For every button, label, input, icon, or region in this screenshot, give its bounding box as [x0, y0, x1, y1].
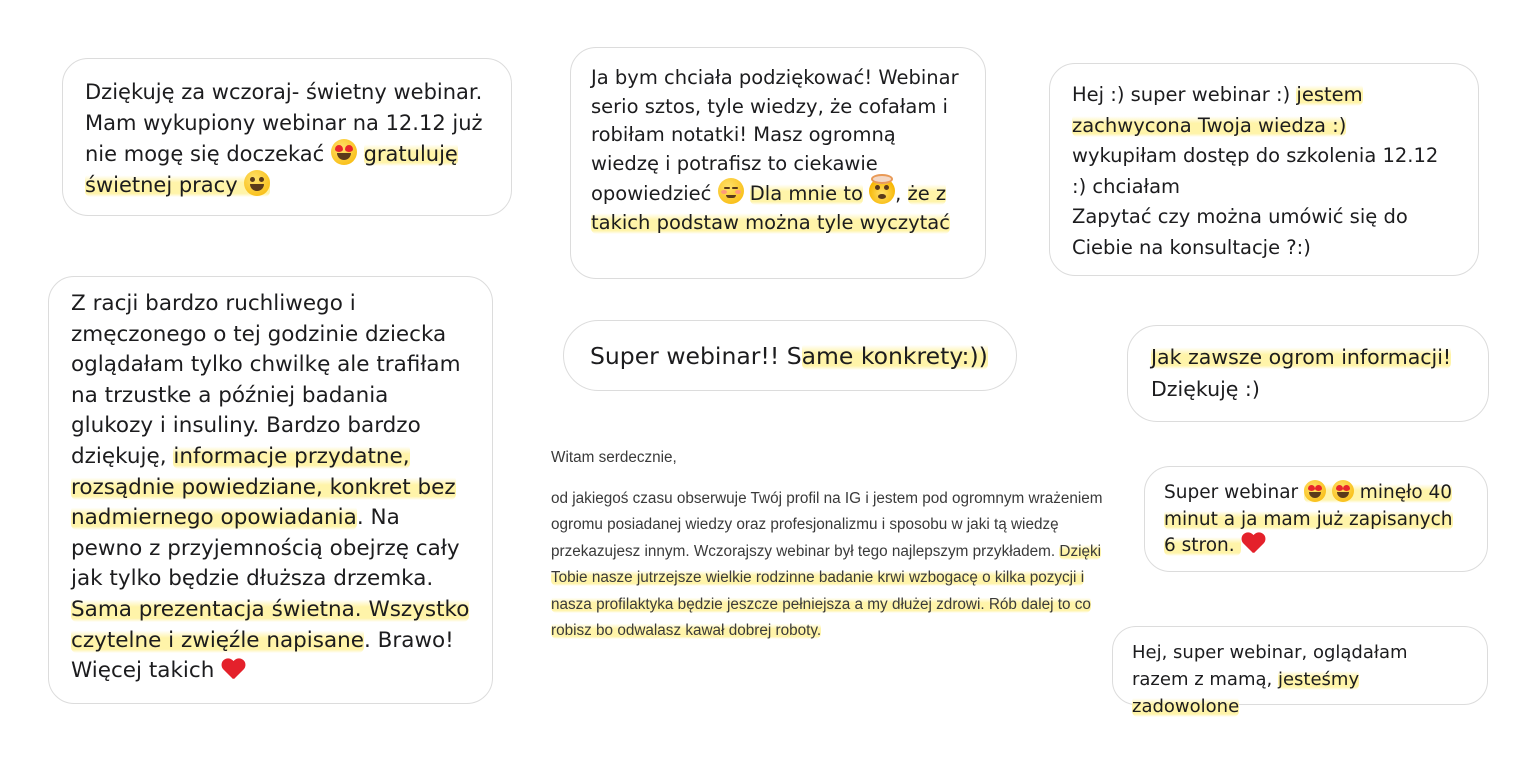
testimonial-text-part: Dziękuję :) [1151, 377, 1260, 401]
testimonial-text-part: . Brawo! Więcej takich [71, 627, 454, 684]
testimonial-text [591, 64, 965, 237]
highlighted-text: Dla mnie to [749, 182, 863, 205]
highlighted-text: jesteśmy zadowolone [1132, 669, 1360, 717]
testimonial-text-part: Super webinar [1164, 482, 1305, 503]
mind-blown-icon [869, 178, 895, 204]
email-greeting: Witam serdecznie, [551, 449, 677, 466]
testimonial-text-part: Hej, super webinar, oglądałam razem z mamą, [1132, 642, 1408, 690]
blush-face-icon [718, 178, 744, 204]
testimonial-bubble-5 [563, 320, 1017, 391]
email-body [551, 486, 1111, 645]
testimonial-text [590, 321, 990, 392]
email-text-part: od jakiegoś czasu obserwuje Twój profil na IG i jestem pod ogromnym wrażeniem ogromu posiadanej wiedzy oraz profesjonalizmu i sposobu w jaki tą wiedzę przekazujesz innym. Wczorajszy webinar był tego najlepszym przykładem. [551, 489, 1103, 560]
highlighted-text: ame konkrety:)) [801, 342, 988, 370]
testimonial-text-part: wykupiłam dostęp do szkolenia 12.12 :) chciałam [1072, 144, 1439, 198]
highlighted-text: Dzięki Tobie nasze jutrzejsze wielkie rodzinne badanie krwi wzbogacę o kilka pozycji i nasza profilaktyka będzie jeszcze pełniejsza a my dłużej zdrowi. Rób dalej to co robisz bo odwalasz kawał dobrej roboty. [551, 542, 1102, 639]
highlight-part: gratuluję świetnej pracy [85, 142, 458, 197]
testimonial-bubble-1 [62, 58, 512, 216]
email-testimonial [551, 445, 1111, 645]
testimonial-text [1151, 341, 1465, 405]
testimonial-text-part: Super webinar!! S [590, 342, 802, 370]
testimonial-text-part: Ja bym chciała podziękować! Webinar serio sztos, tyle wiedzy, że cofałam i robiłam notatki! Masz ogromną wiedzę i potrafisz to ciekawie opowiedzieć [591, 66, 959, 205]
highlighted-text: Jak zawsze ogrom informacji! [1151, 345, 1452, 369]
testimonial-bubble-6 [1127, 325, 1489, 422]
testimonial-text-part: Hej :) super webinar :) [1072, 83, 1297, 106]
testimonial-text [85, 77, 489, 201]
testimonial-text-part: Dziękuję za wczoraj- świetny webinar. Mam wykupiony webinar na 12.12 już nie mogę się doczekać [85, 80, 483, 166]
red-heart-icon [1241, 533, 1265, 555]
testimonial-bubble-3 [1049, 63, 1479, 276]
highlighted-text: że z takich podstaw można tyle wyczytać [591, 182, 950, 234]
heart-eyes-icon [1304, 480, 1326, 502]
testimonial-bubble-2 [570, 47, 986, 279]
testimonial-text [71, 289, 470, 687]
highlighted-text: Sama prezentacja świetna. Wszystko czytelne i zwięźle napisane [71, 596, 470, 653]
red-heart-icon [221, 659, 245, 681]
testimonial-text-part: , [895, 182, 908, 205]
smiley-icon [244, 170, 270, 196]
heart-eyes-icon [1332, 480, 1354, 502]
highlighted-text: informacje przydatne, rozsądnie powiedziane, konkret bez nadmiernego opowiadania [71, 443, 456, 531]
heart-eyes-icon [331, 139, 357, 165]
testimonial-text-part: Z racji bardzo ruchliwego i zmęczonego o tej godzinie dziecka oglądałam tylko chwilkę ale trafiłam na trzustke a później badania glukozy i insuliny. Bardzo bardzo dziękuję, [71, 291, 461, 469]
highlighted-text: jestem zachwycona Twoja wiedza :) [1072, 83, 1363, 137]
testimonial-text-part: Zapytać czy można umówić się do Ciebie na konsultacje ?:) [1072, 205, 1408, 259]
testimonial-bubble-7 [1144, 466, 1488, 572]
testimonial-bubble-4 [48, 276, 493, 704]
testimonial-text-part: . Na pewno z przyjemnością obejrzę cały jak tylko będzie dłuższa drzemka. [71, 505, 460, 592]
highlight-part: minęło 40 minut a ja mam już zapisanych 6 stron. [1164, 482, 1453, 556]
testimonial-text [1072, 80, 1456, 263]
testimonial-text [1164, 480, 1468, 560]
testimonial-text [1132, 639, 1468, 720]
testimonial-bubble-8 [1112, 626, 1488, 717]
